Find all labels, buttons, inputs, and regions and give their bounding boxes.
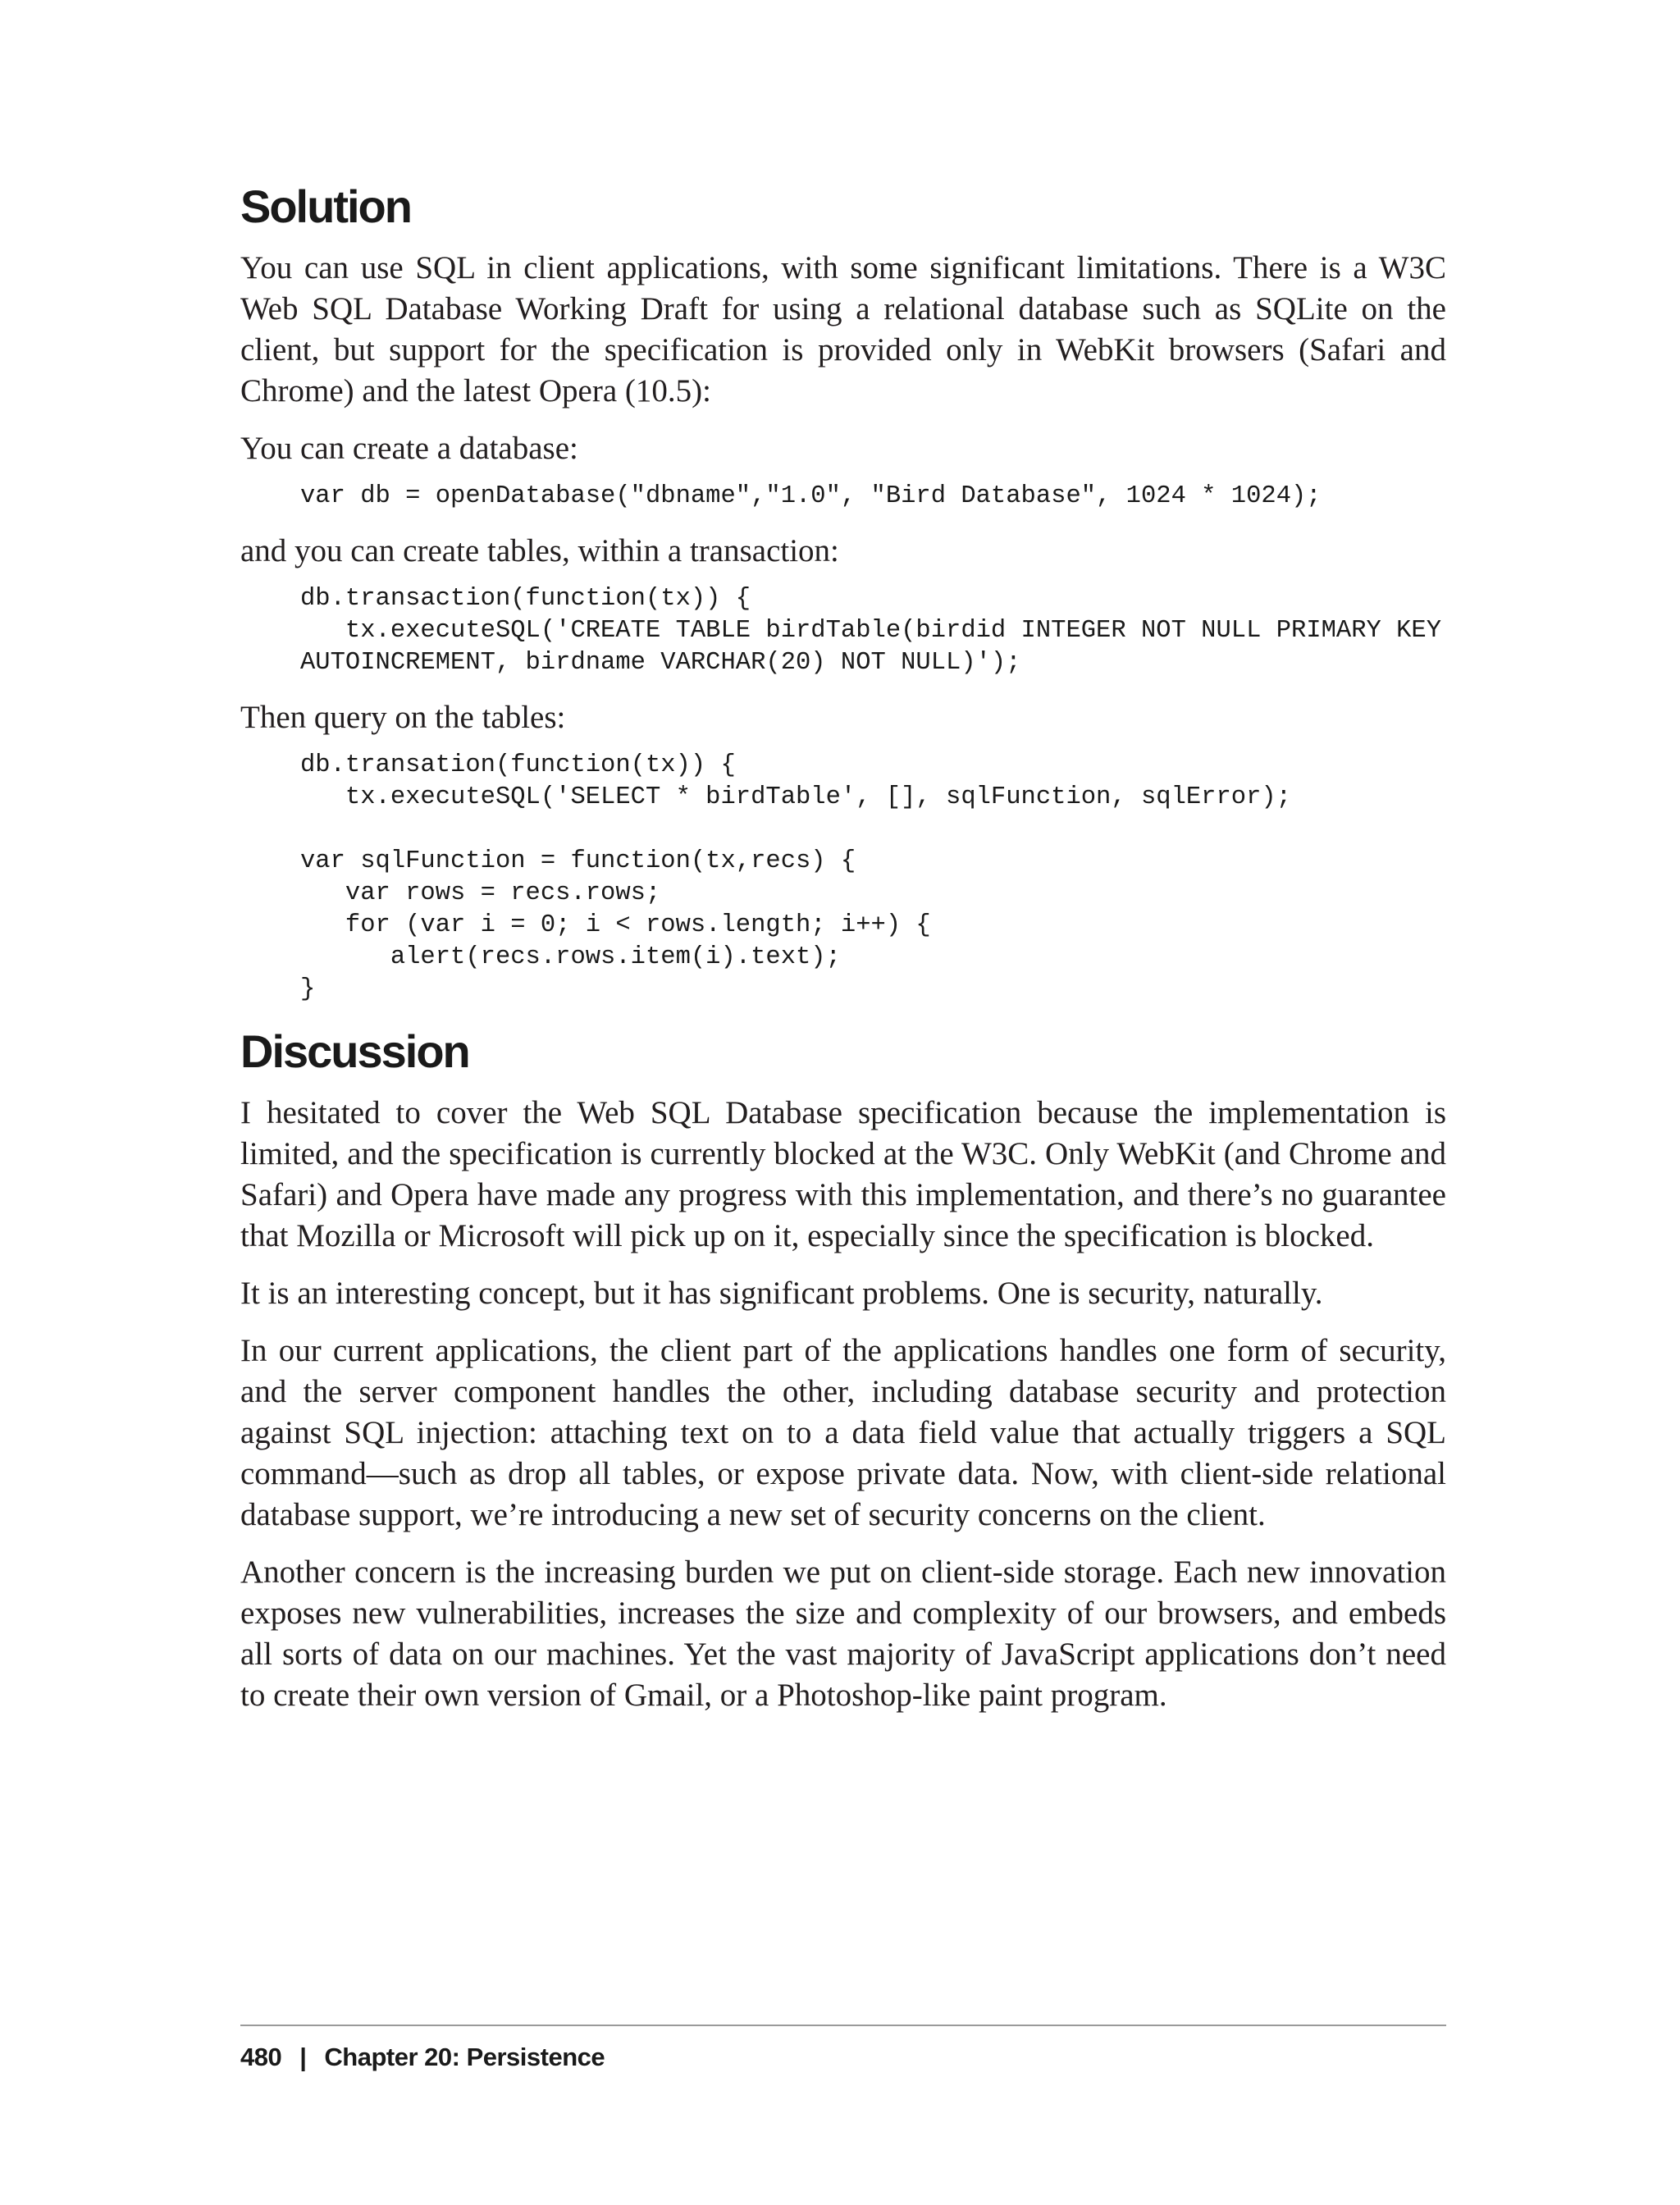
footer-separator: | xyxy=(299,2043,307,2071)
page-content xyxy=(240,172,1446,1732)
create-tables-code: db.transaction(function(tx)) { tx.executeSQL('CREATE TABLE birdTable(birdid INTEGER NOT NULL PRIMARY KEY AUTOINCREMENT, birdname VARCHAR(20) NOT NULL)'); xyxy=(300,585,1442,677)
create-database-code: var db = openDatabase("dbname","1.0", "Bird Database", 1024 * 1024); xyxy=(300,482,1322,510)
create-database-text: You can create a database: xyxy=(240,431,578,466)
chapter-title: Chapter 20: Persistence xyxy=(324,2043,605,2071)
query-tables-text: Then query on the tables: xyxy=(240,700,566,735)
query-tables-code: db.transation(function(tx)) { tx.executeSQL('SELECT * birdTable', [], sqlFunction, sqlError); var sqlFunction = function(tx,recs) { var rows = recs.rows; for (var i = 0; i < rows.length; i++) { alert(recs.rows.item(i).text); } xyxy=(300,751,1291,1003)
page-footer xyxy=(240,2025,1446,2072)
create-tables-text: and you can create tables, within a transaction: xyxy=(240,533,839,568)
solution-intro-paragraph: You can use SQL in client applications, with some significant limitations. There is a W3C Web SQL Database Working Draft for using a relational database such as SQLite on the client, but support for the specification is provided only in WebKit browsers (Safari and Chrome) and the latest Opera (10.5): xyxy=(240,250,1446,409)
discussion-paragraph-2: It is an interesting concept, but it has significant problems. One is security, naturally. xyxy=(240,1276,1323,1311)
discussion-paragraph-4: Another concern is the increasing burden we put on client-side storage. Each new innovation exposes new vulnerabilities, increases the size and complexity of our browsers, and embeds all sorts of data on our machines. Yet the vast majority of JavaScript applications don’t need to create their own version of Gmail, or a Photoshop-like paint program. xyxy=(240,1554,1446,1713)
page-number: 480 xyxy=(240,2043,282,2071)
solution-heading: Solution xyxy=(240,180,411,232)
discussion-paragraph-3: In our current applications, the client part of the applications handles one form of security, and the server component handles the other, including database security and protection against SQL injection: attaching text on to a data field value that actually triggers a SQL command—such as drop all tables, or expose private data. Now, with client-side relational database support, we’re introducing a new set of security concerns on the client. xyxy=(240,1333,1446,1532)
discussion-heading: Discussion xyxy=(240,1025,469,1077)
discussion-paragraph-1: I hesitated to cover the Web SQL Database specification because the implementation is limited, and the specification is currently blocked at the W3C. Only WebKit (and Chrome and Safari) and Opera have made any progress with this implementation, and there’s no guarantee that Mozilla or Microsoft will pick up on it, especially since the specification is blocked. xyxy=(240,1095,1446,1253)
